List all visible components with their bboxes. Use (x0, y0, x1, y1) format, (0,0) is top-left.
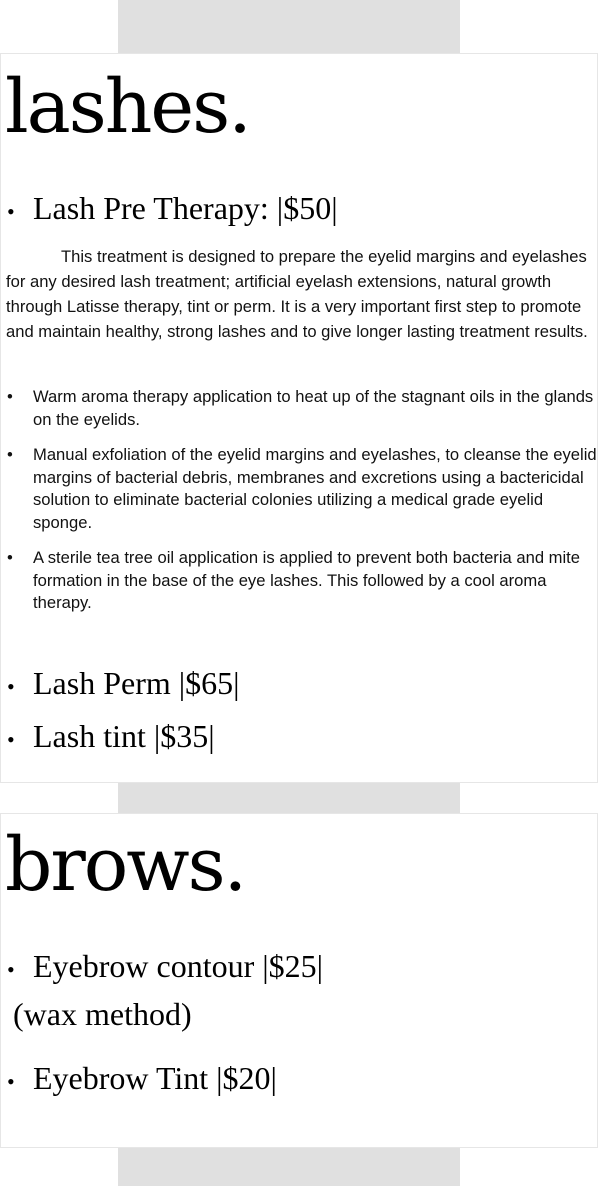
page-gap-bottom (118, 1148, 460, 1186)
lash-pre-therapy-title (7, 192, 338, 224)
eyebrow-contour-label: Eyebrow contour |$25| (33, 948, 324, 984)
lash-perm-label: Lash Perm |$65| (33, 665, 240, 701)
bullet-icon: • (7, 956, 15, 982)
eyebrow-contour-item (7, 950, 323, 982)
bullet-icon: • (7, 726, 15, 752)
lashes-heading: lashes. (5, 64, 250, 150)
brows-page (0, 813, 598, 1148)
eyebrow-contour-note: (wax method) (13, 996, 192, 1032)
eyebrow-tint-label: Eyebrow Tint |$20| (33, 1060, 277, 1096)
list-item: • Manual exfoliation of the eyelid margins and eyelashes, to cleanse the eyelid margins of bacterial debris, membranes and excretions using a bactericidal solution to eliminate bacterial colonies utilizing a medical grade eyelid sponge. (1, 444, 597, 534)
eyebrow-tint-item (7, 1062, 277, 1094)
lash-pre-therapy-steps (1, 386, 597, 615)
lash-perm-item (7, 667, 240, 699)
list-item: • Warm aroma therapy application to heat up of the stagnant oils in the glands on the eyelids. (1, 386, 597, 431)
bullet-icon: • (7, 673, 15, 699)
page-gap-middle (118, 783, 460, 813)
list-item: • A sterile tea tree oil application is applied to prevent both bacteria and mite formation in the base of the eye lashes. This followed by a cool aroma therapy. (1, 547, 597, 615)
lashes-page (0, 53, 598, 783)
lash-tint-item (7, 720, 215, 752)
lash-tint-label: Lash tint |$35| (33, 718, 215, 754)
lash-pre-therapy-description: This treatment is designed to prepare the eyelid margins and eyelashes for any desired lash treatment; artificial eyelash extensions, natural growth through Latisse therapy, tint or perm. It is a very important first step to promote and maintain healthy, strong lashes and to give longer lasting treatment results. (6, 247, 588, 341)
brows-heading: brows. (5, 822, 246, 908)
page-gap-top (118, 0, 460, 53)
bullet-icon: • (7, 1068, 15, 1094)
lash-pre-therapy-label: Lash Pre Therapy: |$50| (33, 190, 338, 226)
bullet-icon: • (7, 198, 15, 224)
